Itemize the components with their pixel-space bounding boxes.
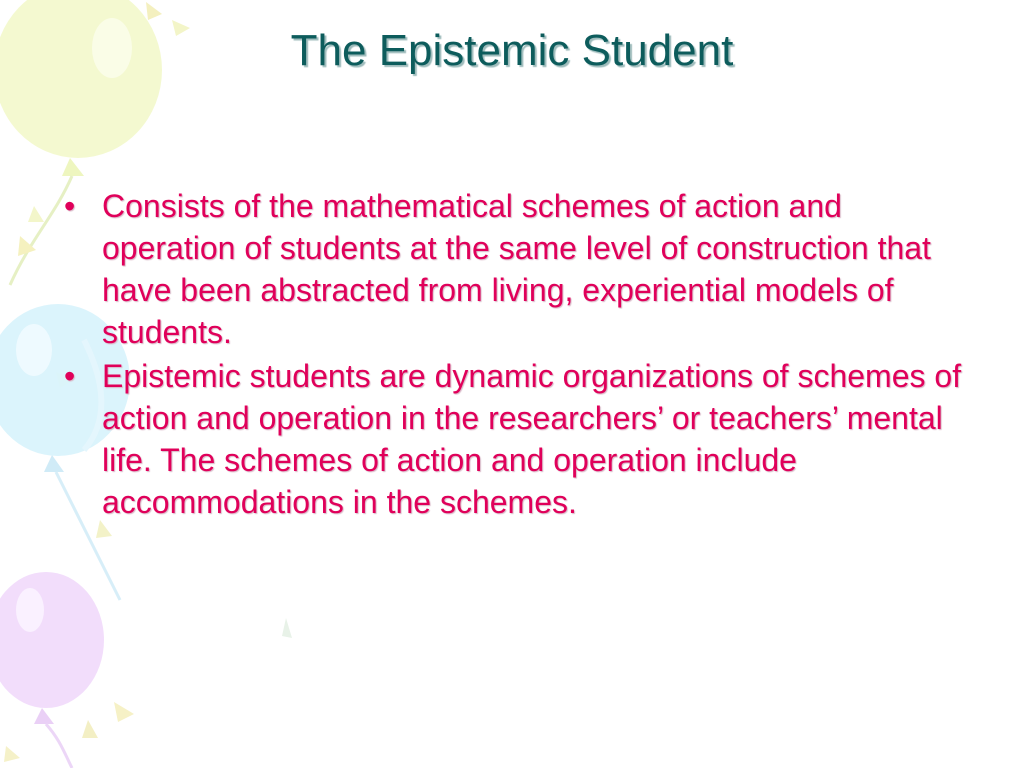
bullet-item-2 bbox=[56, 355, 976, 523]
bullet-text-1: Consists of the mathematical schemes of action and operation of students at the same level of construction that have been abstracted from living, experiential models of students. bbox=[102, 188, 931, 350]
slide-body bbox=[56, 185, 976, 525]
slide-title: The Epistemic Student bbox=[290, 26, 734, 75]
bullet-dot-icon: • bbox=[64, 188, 76, 224]
bullet-list bbox=[56, 185, 976, 523]
bullet-dot-icon: • bbox=[64, 358, 76, 394]
bullet-item-1 bbox=[56, 185, 976, 353]
bullet-text-2: Epistemic students are dynamic organizations of schemes of action and operation in the researchers’ or teachers’ mental life. The schemes of action and operation include accommodations in the schemes. bbox=[102, 358, 962, 520]
